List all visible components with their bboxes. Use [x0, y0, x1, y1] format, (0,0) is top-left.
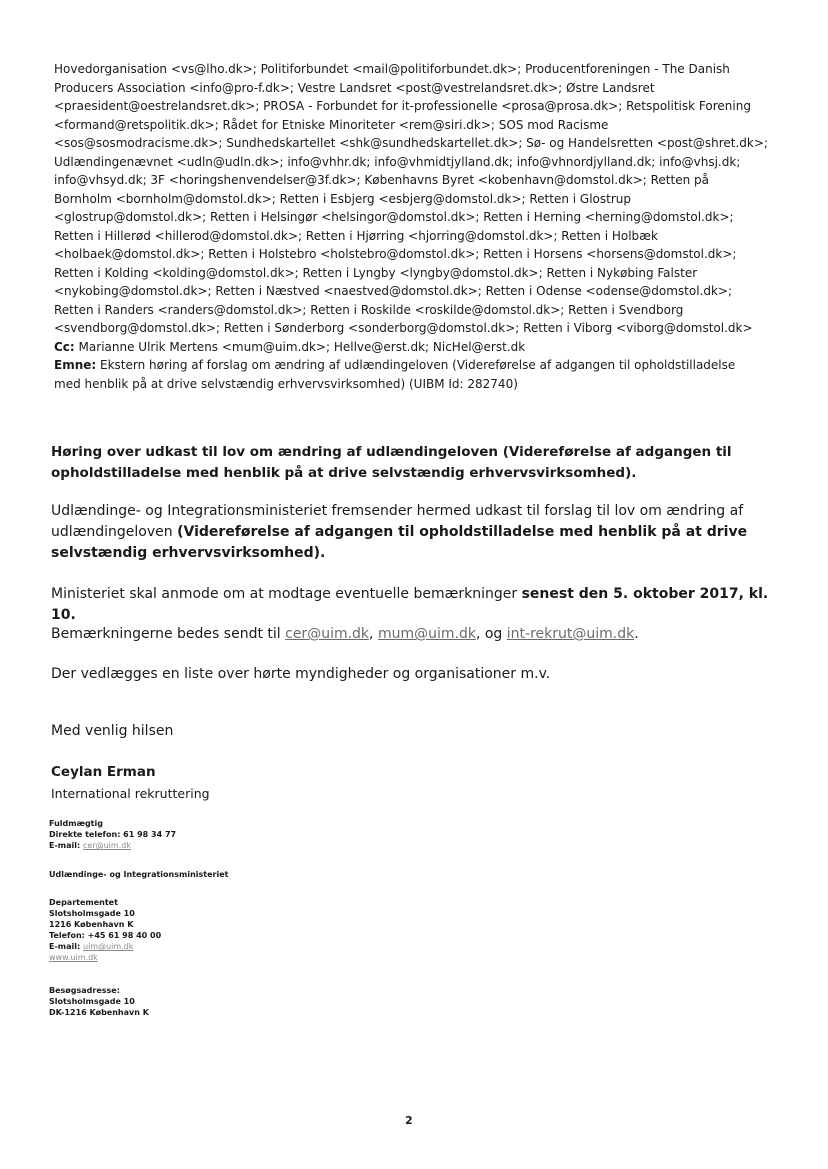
contact-email-label: E-mail:	[49, 841, 83, 850]
recipient-line: <praesident@oestrelandsret.dk>; PROSA - Forbundet for it-professionelle <prosa@prosa.dk>; Retspolitisk Forening	[54, 99, 751, 113]
email-recipients-block	[54, 60, 814, 393]
recipient-line: <holbaek@domstol.dk>; Retten i Holstebro <holstebro@domstol.dk>; Retten i Horsens <horsens@domstol.dk>;	[54, 247, 737, 261]
visit-address-block	[49, 985, 349, 1018]
visit-city: DK-1216 København K	[49, 1008, 149, 1017]
department-street: Slotsholmsgade 10	[49, 909, 135, 918]
email-link-mum[interactable]: mum@uim.dk	[377, 626, 476, 642]
recipient-line: <sos@sosmodracisme.dk>; Sundhedskartellet <shk@sundhedskartellet.dk>; Sø- og Handelsretten <post@shret.dk>;	[54, 136, 768, 150]
intro-bold-text: (Videreførelse af adgangen til opholdstilladelse med henblik på at drive selvstændig erhvervsvirksomhed).	[51, 524, 748, 561]
contact-email-row	[49, 840, 349, 851]
cc-line	[54, 338, 814, 357]
visit-address-label: Besøgsadresse:	[49, 986, 120, 995]
recipient-line: Producers Association <info@pro-f.dk>; Vestre Landsret <post@vestrelandsret.dk>; Østre Landsret	[54, 80, 655, 95]
cc-label: Cc:	[54, 339, 75, 354]
contact-role: Fuldmægtig	[49, 819, 103, 828]
recipient-line: <svendborg@domstol.dk>; Retten i Sønderborg <sonderborg@domstol.dk>; Retten i Viborg <viborg@domstol.dk>	[54, 321, 753, 335]
letter-heading: Høring over udkast til lov om ændring af udlændingeloven (Videreførelse af adgangen til opholdstilladelse med henblik på at drive selvstændig erhvervsvirksomhed).	[51, 444, 732, 481]
recipient-line: Bornholm <bornholm@domstol.dk>; Retten i Esbjerg <esbjerg@domstol.dk>; Retten i Glostrup	[54, 191, 632, 206]
separator: , og	[475, 626, 507, 642]
department-email-link[interactable]: uim@uim.dk	[83, 942, 134, 951]
subject-line	[54, 356, 814, 375]
email-link-int-rekrut[interactable]: int-rekrut@uim.dk	[506, 626, 635, 642]
department-email-label: E-mail:	[49, 942, 83, 951]
email-link-cer[interactable]: cer@uim.dk	[285, 626, 370, 642]
period: .	[634, 626, 639, 642]
contact-block	[49, 818, 349, 851]
deadline-date: senest den 5. oktober 2017, kl. 10.	[51, 586, 769, 623]
cc-value: Marianne Ulrik Mertens <mum@uim.dk>; Hellve@erst.dk; NicHel@erst.dk	[78, 339, 526, 354]
department-block	[49, 897, 349, 963]
recipient-line: <glostrup@domstol.dk>; Retten i Helsingør <helsingor@domstol.dk>; Retten i Herning <herning@domstol.dk>;	[54, 210, 734, 224]
attachment-note: Der vedlægges en liste over hørte myndigheder og organisationer m.v.	[51, 666, 551, 682]
deadline-paragraph	[51, 584, 791, 626]
ministry-name: Udlændinge- og Integrationsministeriet	[49, 870, 229, 879]
subject-value: Ekstern høring af forslag om ændring af udlændingeloven (Videreførelse af adgangen til opholdstilladelse	[100, 358, 736, 372]
signature-name: Ceylan Erman	[51, 764, 156, 780]
closing-greeting: Med venlig hilsen	[51, 723, 174, 739]
recipient-line: Retten i Randers <randers@domstol.dk>; Retten i Roskilde <roskilde@domstol.dk>; Retten i Svendborg	[54, 302, 684, 317]
deadline-text: Ministeriet skal anmode om at modtage eventuelle bemærkninger	[51, 586, 522, 602]
recipient-line: Retten i Kolding <kolding@domstol.dk>; Retten i Lyngby <lyngby@domstol.dk>; Retten i Nykøbing Falster	[54, 265, 698, 280]
recipient-line: info@vhsyd.dk; 3F <horingshenvendelser@3f.dk>; Københavns Byret <kobenhavn@domstol.dk>; Retten på	[54, 173, 709, 187]
intro-text: Udlændinge- og Integrationsministeriet fremsender hermed udkast til forslag til lov om ændring af udlændingeloven	[51, 503, 744, 540]
send-to-text: Bemærkningerne bedes sendt til	[51, 626, 286, 642]
intro-paragraph	[51, 501, 791, 564]
department-phone: Telefon: +45 61 98 40 00	[49, 931, 162, 940]
page-number: 2	[405, 1114, 413, 1127]
signature-title: International rekruttering	[51, 786, 210, 801]
recipient-line: Retten i Hillerød <hillerod@domstol.dk>; Retten i Hjørring <hjorring@domstol.dk>; Retten i Holbæk	[54, 228, 658, 243]
contact-phone: Direkte telefon: 61 98 34 77	[49, 830, 177, 839]
recipient-line: Udlændingenævnet <udln@udln.dk>; info@vhhr.dk; info@vhmidtjylland.dk; info@vhnordjylland.dk; info@vhsj.dk;	[54, 154, 741, 169]
recipient-line: <formand@retspolitik.dk>; Rådet for Etniske Minoriteter <rem@siri.dk>; SOS mod Racisme	[54, 117, 609, 132]
department-email-row	[49, 941, 349, 952]
contact-email-link[interactable]: cer@uim.dk	[83, 841, 131, 850]
separator: ,	[369, 626, 378, 642]
recipient-line: Hovedorganisation <vs@lho.dk>; Politiforbundet <mail@politiforbundet.dk>; Producentforeningen - The Danish	[54, 62, 730, 76]
department-name: Departementet	[49, 898, 118, 907]
visit-street: Slotsholmsgade 10	[49, 997, 135, 1006]
department-website-link[interactable]: www.uim.dk	[49, 953, 98, 962]
subject-label: Emne:	[54, 358, 97, 372]
recipient-line: <nykobing@domstol.dk>; Retten i Næstved <naestved@domstol.dk>; Retten i Odense <odense@domstol.dk>;	[54, 284, 733, 298]
department-city: 1216 København K	[49, 920, 134, 929]
subject-line-continued: med henblik på at drive selvstændig erhvervsvirksomhed) (UIBM Id: 282740)	[54, 376, 518, 391]
send-to-paragraph	[51, 624, 791, 645]
